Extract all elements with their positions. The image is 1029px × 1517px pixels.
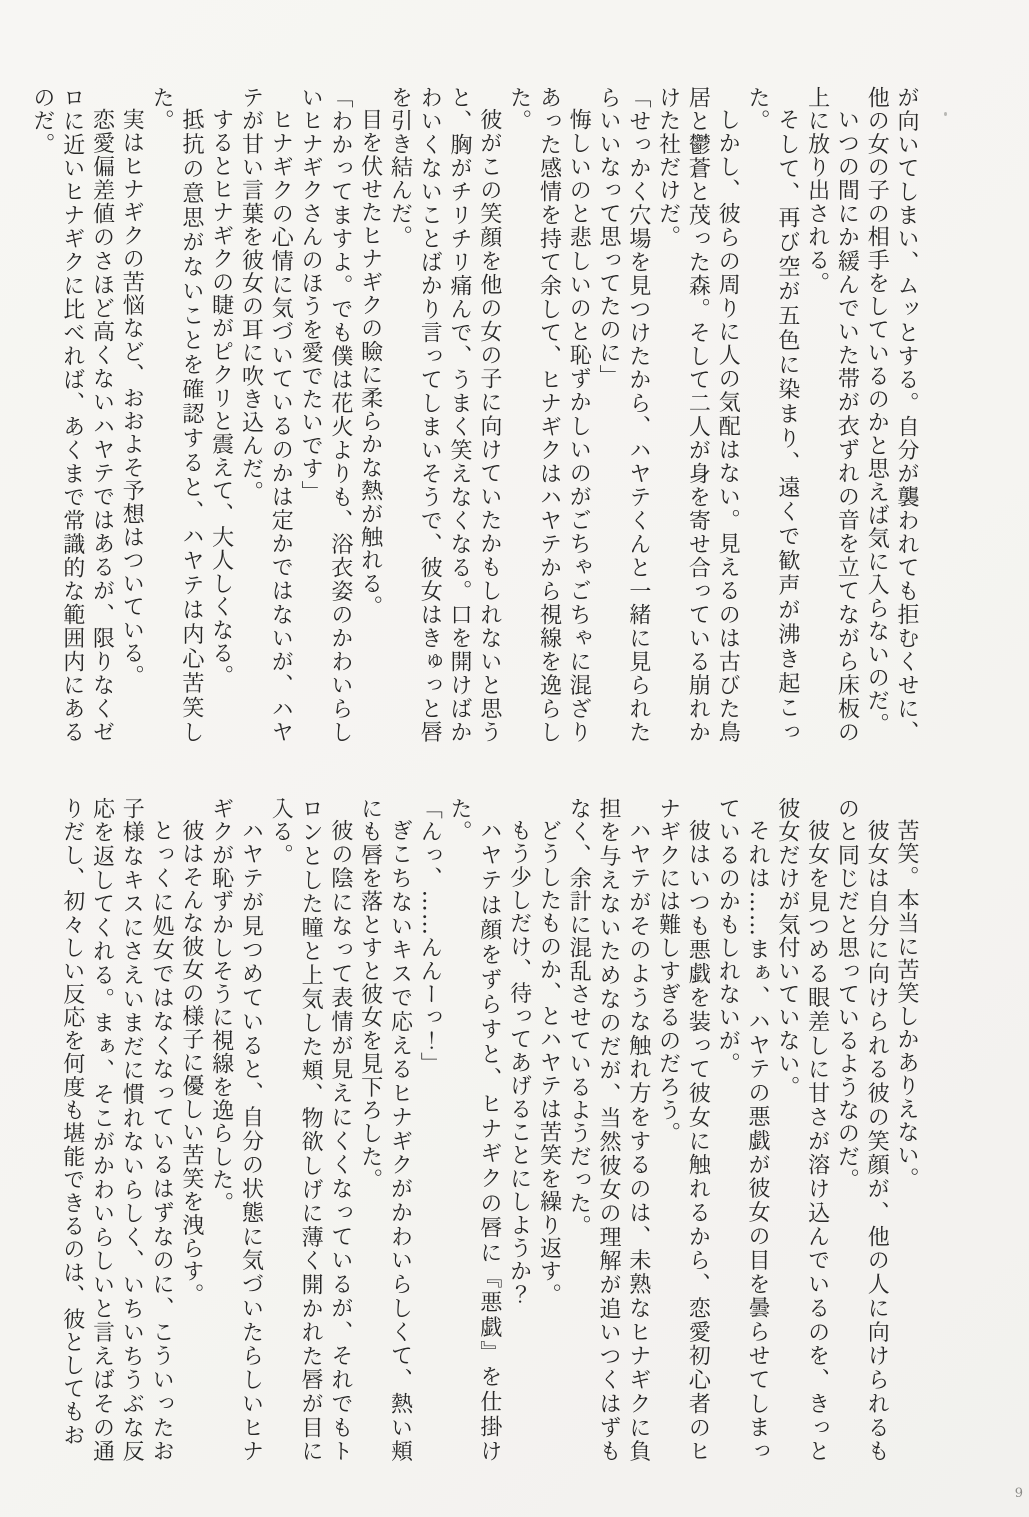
paragraph: 悔しいのと悲しいのと恥ずかしいのがごちゃごちゃに混ざりあった感情を持て余して、ヒナギクはハヤテから視線を逸らした。 (506, 86, 592, 744)
paragraph: が向いてしまい、ムッとする。自分が襲われても拒むくせに、他の女の子の相手をしているのかと思えば気に入らないのだ。 (864, 86, 919, 744)
paragraph: どうしたものか、とハヤテは苦笑を繰り返す。 (536, 819, 562, 1307)
scan-artifact-speck (944, 112, 947, 116)
paragraph: 彼がこの笑顔を他の女の子に向けていたかもしれないと思うと、胸がチリチリ痛んで、うまく笑えなくなる。口を開けばかわいくないことばかり言ってしまいそうで、彼女はきゅっと唇を引き結んだ。 (387, 86, 502, 744)
paragraph: 「んっ、……んんーっ！」 (417, 797, 443, 1076)
paragraph: するとヒナギクの睫がピクリと震えて、大人しくなる。 (208, 108, 234, 688)
paragraph: 彼女を見つめる眼差しに甘さが溶け込んでいるのを、きっと彼女だけが気付いていない。 (774, 797, 830, 1463)
paragraph: ハヤテがそのような触れ方をするのは、未熟なヒナギクに負担を与えないためなのだが、当然彼女の理解が追いつくはずもなく、余計に混乱させているようだった。 (566, 797, 651, 1463)
paragraph: ハヤテが見つめていると、自分の状態に気づいたらしいヒナギクが恥ずかしそうに視線を逸らした。 (208, 797, 264, 1463)
paragraph: ぎこちないキスで応えるヒナギクがかわいらしくて、熱い頬にも唇を落とすと彼女を見下ろした。 (357, 797, 413, 1463)
paragraph: 彼女は自分に向けられる彼の笑顔が、他の人に向けられるものと同じだと思っているようなのだ。 (834, 797, 890, 1463)
paragraph: 彼はいつも悪戯を装って彼女に触れるから、恋愛初心者のヒナギクには難しすぎるのだろう。 (655, 797, 711, 1463)
paragraph: それは……まぁ、ハヤテの悪戯が彼女の目を曇らせてしまっているのかもしれないが。 (715, 797, 771, 1463)
paragraph: もう少しだけ、待ってあげることにしようか？ (506, 819, 532, 1307)
paragraph: ヒナギクの心情に気づいているのかは定かではないが、ハヤテが甘い言葉を彼女の耳に吹き込んだ。 (238, 86, 294, 744)
page-number: 9 (1014, 1486, 1023, 1501)
paragraph: 「せっかく穴場を見つけたから、ハヤテくんと一緒に見られたらいいなって思ってたのに」 (596, 86, 651, 744)
paragraph: そして、再び空が五色に染まり、遠くで歓声が沸き起こった。 (745, 86, 800, 744)
paragraph: 抵抗の意思がないことを確認すると、ハヤテは内心苦笑した。 (149, 86, 204, 744)
top-text-block (29, 86, 921, 744)
bottom-text-block (59, 797, 921, 1463)
paragraph: 苦笑。本当に苦笑しかありえない。 (894, 819, 919, 1191)
paragraph: 彼の陰になって表情が見えにくくなっているが、それでもトロンとした瞳と上気した頬、物欲しげに薄く開かれた唇が目に入る。 (268, 797, 353, 1463)
paragraph: 彼はそんな彼女の様子に優しい苦笑を洩らす。 (178, 819, 204, 1307)
paragraph: 実はヒナギクの苦悩など、おおよそ予想はついている。 (119, 108, 145, 688)
paragraph: 目を伏せたヒナギクの瞼に柔らかな熱が触れる。 (357, 108, 383, 619)
paragraph: しかし、彼らの周りに人の気配はない。見えるのは古びた鳥居と鬱蒼と茂った森。そして二人が身を寄せ合っている崩れかけた社だけだ。 (655, 86, 741, 744)
paragraph: 恋愛偏差値のさほど高くないハヤテではあるが、限りなくゼロに近いヒナギクに比べれば、あくまで常識的な範囲内にあるのだ。 (29, 86, 115, 744)
paragraph: とっくに処女ではなくなっているはずなのに、こういったお子様なキスにさえいまだに慣れないらしく、いちいちうぶな反応を返してくれる。まぁ、そこがかわいらしいと言えばその通りだし、初々しい反応を何度も堪能できるのは、彼としてもお (59, 797, 175, 1463)
paragraph: いつの間にか緩んでいた帯が衣ずれの音を立てながら床板の上に放り出される。 (804, 86, 860, 744)
paragraph: 「わかってますよ。でも僕は花火よりも、浴衣姿のかわいらしいヒナギクさんのほうを愛でたいです」 (298, 86, 353, 744)
paragraph: ハヤテは顔をずらすと、ヒナギクの唇に『悪戯』を仕掛けた。 (447, 797, 502, 1463)
